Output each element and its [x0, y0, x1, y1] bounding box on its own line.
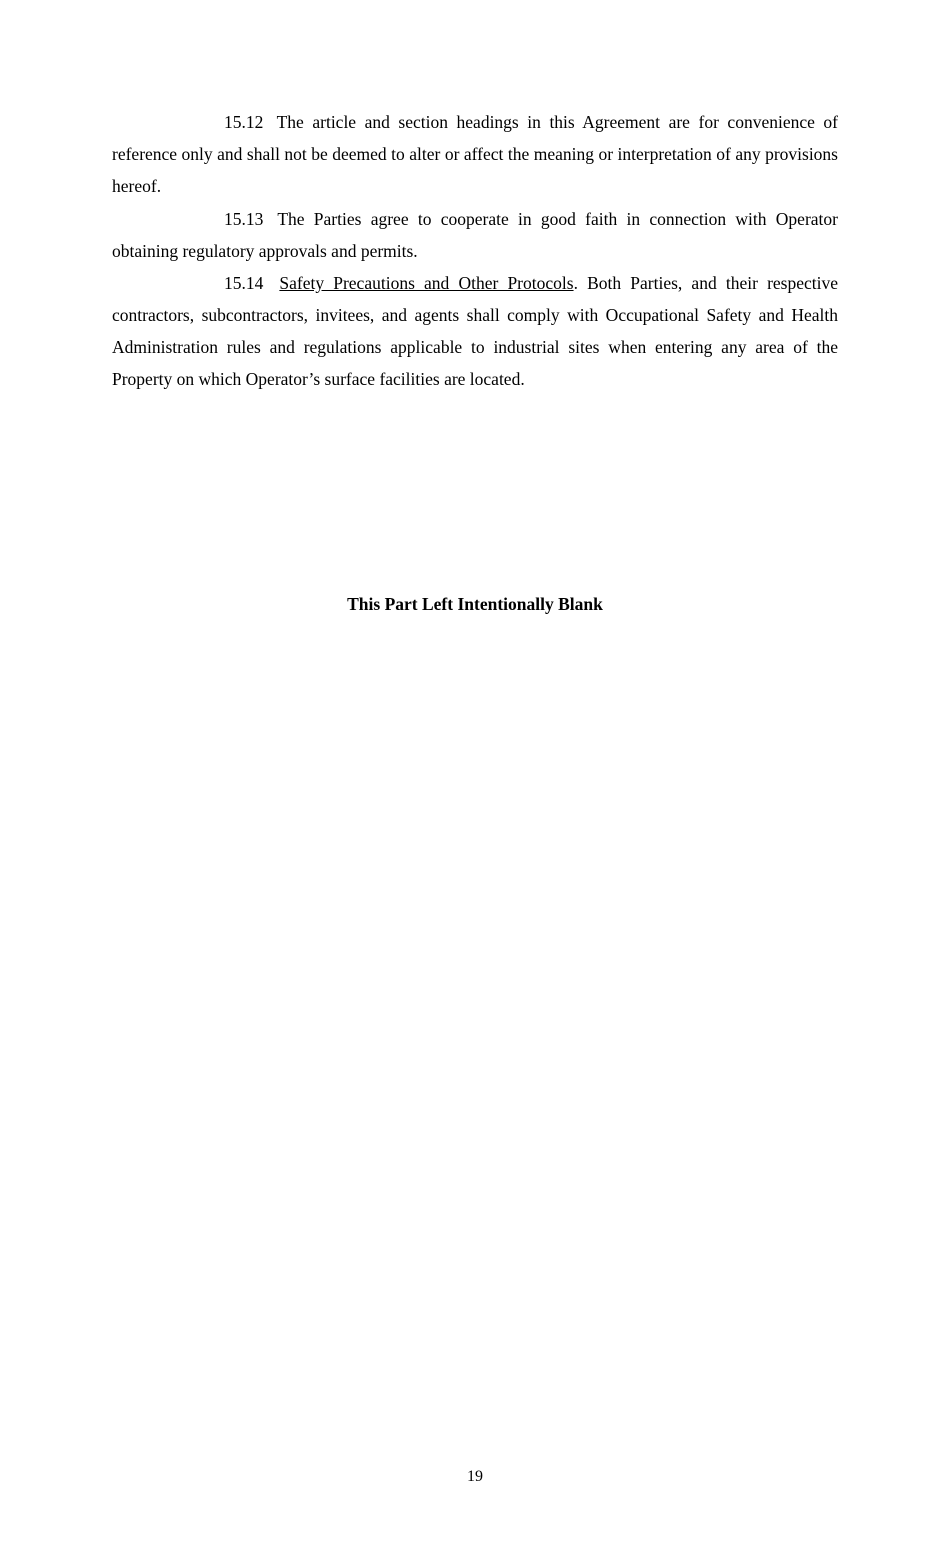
intentionally-blank-note: This Part Left Intentionally Blank: [347, 594, 603, 614]
section-number: 15.14: [224, 273, 264, 293]
section-15-14: [112, 267, 838, 395]
document-body: [112, 106, 838, 395]
page-number: 19: [467, 1468, 483, 1485]
section-text: The Parties agree to cooperate in good faith in connection with Operator obtaining regulatory approvals and permits.: [112, 209, 838, 261]
section-number: 15.12: [224, 112, 264, 132]
section-15-13: [112, 203, 838, 267]
section-text: The article and section headings in this Agreement are for convenience of reference only and shall not be deemed to alter or affect the meaning or interpretation of any provisions hereof.: [112, 112, 839, 196]
section-text: . Both Parties, and their respective contractors, subcontractors, invitees, and agents shall comply with Occupational Safety and Health Administration rules and regulations applicable to industrial sites when entering any area of the Property on which Operator’s surface facilities are located.: [112, 273, 838, 389]
section-15-12: [112, 106, 838, 202]
section-heading: Safety Precautions and Other Protocols: [279, 273, 574, 293]
section-number: 15.13: [224, 209, 264, 229]
